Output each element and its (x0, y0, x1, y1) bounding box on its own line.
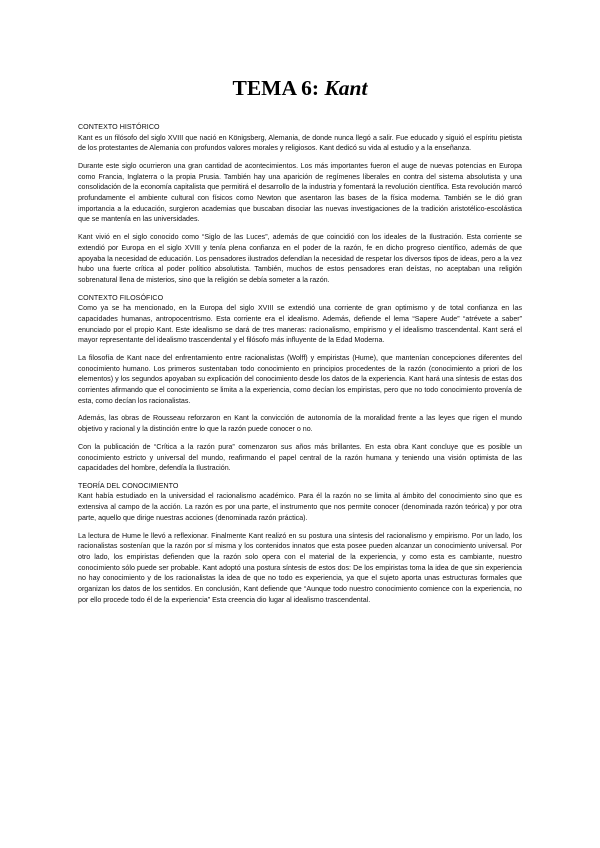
paragraph: Como ya se ha mencionado, en la Europa del siglo XVIII se extendió una corriente de gran optimismo y de total confianza en las capacidades humanas, antropocentrismo. Esta corriente era el idealismo. Además, defiende el lema “Sapere Aude” “atrévete a saber” enunciado por el propio Kant. Este idealismo se dará de tres maneras: racionalismo, empirismo y el idealismo trascendental. Kant será el mayor representante del idealismo trascendental y el filósofo más influyente de la Edad Moderna. (78, 304, 522, 345)
paragraph: Kant es un filósofo del siglo XVIII que nació en Königsberg, Alemania, de donde nunca llegó a salir. Fue educado y siguió el espíritu pietista de los protestantes de Alemania con profundos valores morales y religiosos. Kant dedicó su vida al estudio y a la enseñanza. (78, 133, 522, 153)
section-teoria-conocimiento (78, 481, 522, 606)
paragraph: La lectura de Hume le llevó a reflexionar. Finalmente Kant realizó en su postura una síntesis del racionalismo y empirismo. Por un lado, los racionalistas sostenían que la razón por sí misma y los contenidos innatos que esta posee pueden alcanzar un conocimiento universal. Por otro lado, los empiristas defienden que la razón solo opera con el material de la experiencia, y como esta es cambiante, nuestro conocimiento sólo puede ser probable. Kant adoptó una postura síntesis de estos dos: De los empiristas toma la idea de que sin experiencia no hay conocimiento y de los racionalistas la idea de que no todo es experiencia, ya que el sujeto aporta unas estructuras formales que organizan los datos de los sentidos. En conclusión, Kant defiende que “Aunque todo nuestro conocimiento comience con la experiencia, no por ello procede todo él de la experiencia” Esta creencia dio lugar al idealismo trascendental. (78, 531, 522, 604)
paragraph: Kant había estudiado en la universidad el racionalismo académico. Para él la razón no se limita al ámbito del conocimiento sino que es extensiva al campo de la acción. La razón es por una parte, el instrumento que nos permite conocer (denominada razón teórica) y por otra parte, aquello que dirige nuestras acciones (denominada razón práctica). (78, 492, 522, 522)
title-name: Kant (324, 76, 368, 100)
paragraph: Durante este siglo ocurrieron una gran cantidad de acontecimientos. Los más importantes fueron el auge de nuevas potencias en Europa como Francia, Inglaterra o la propia Prusia. También hay una aparición de regímenes liberales en contra del sistema absolutista y una consolidación de la economía capitalista que permitirá el desarrollo de la industria y fomentará la revolución científica. Esta revolución marcó profundamente el ambiente cultural con físicos como Newton que asentaron las bases de la física moderna. También se le dió gran importancia a la educación, surgieron academias que buscaban disociar las nuevas investigaciones de la tradición aristotélico-escolástica que se mantenía en las universidades. (78, 161, 522, 224)
section-heading: CONTEXTO HISTÓRICO (78, 123, 160, 131)
paragraph: Kant vivió en el siglo conocido como “Siglo de las Luces”, además de que coincidió con los ideales de la Ilustración. Esta corriente se extendió por Europa en el siglo XVIII y tenía plena confianza en el poder de la razón, fe en dicho progreso científico, además de que apoyaba la necesidad de educación. Los pensadores ilustrados defendían la necesidad de respetar los diversos tipos de ideas, pero a la vez hubo una fuerte crítica al poder político absolutista. También, muchos de estos pensadores eran deístas, no aceptaban una religión sobrenatural llena de misterios, sino que la religión se debía someter a la razón. (78, 233, 522, 284)
paragraph: La filosofía de Kant nace del enfrentamiento entre racionalistas (Wolff) y empiristas (Hume), que mantenían concepciones diferentes del conocimiento humano. Los primeros sustentaban todo conocimiento en principios procedentes de la razón (conocimiento a priori de los elementos) y los segundos apoyaban su explicación del conocimiento desde los datos de la experiencia. Kant hará una síntesis de estas dos corrientes afirmando que el conocimiento se limita a la experiencia, como decían los empiristas, pero que no todo conocimiento provenía de esta, como decían los racionalistas. (78, 353, 522, 405)
section-contexto-historico (78, 122, 522, 286)
paragraph: Con la publicación de “Crítica a la razón pura” comenzaron sus años más brillantes. En esta obra Kant concluye que es posible un conocimiento estricto y universal del mundo, reafirmando el papel central de la razón humana y teniendo una visión optimista de las capacidades del hombre, defendía la Ilustración. (78, 442, 522, 473)
section-heading: CONTEXTO FILOSÓFICO (78, 293, 164, 302)
paragraph: Además, las obras de Rousseau reforzaron en Kant la convicción de autonomía de la moralidad frente a las leyes que rigen el mundo objetivo y racional y la distinción entre lo que la razón puede conocer o no. (78, 414, 522, 434)
page-title (78, 76, 522, 100)
title-prefix: TEMA 6: (232, 76, 325, 100)
section-heading: TEORÍA DEL CONOCIMIENTO (78, 481, 179, 490)
section-contexto-filosofico (78, 293, 522, 474)
